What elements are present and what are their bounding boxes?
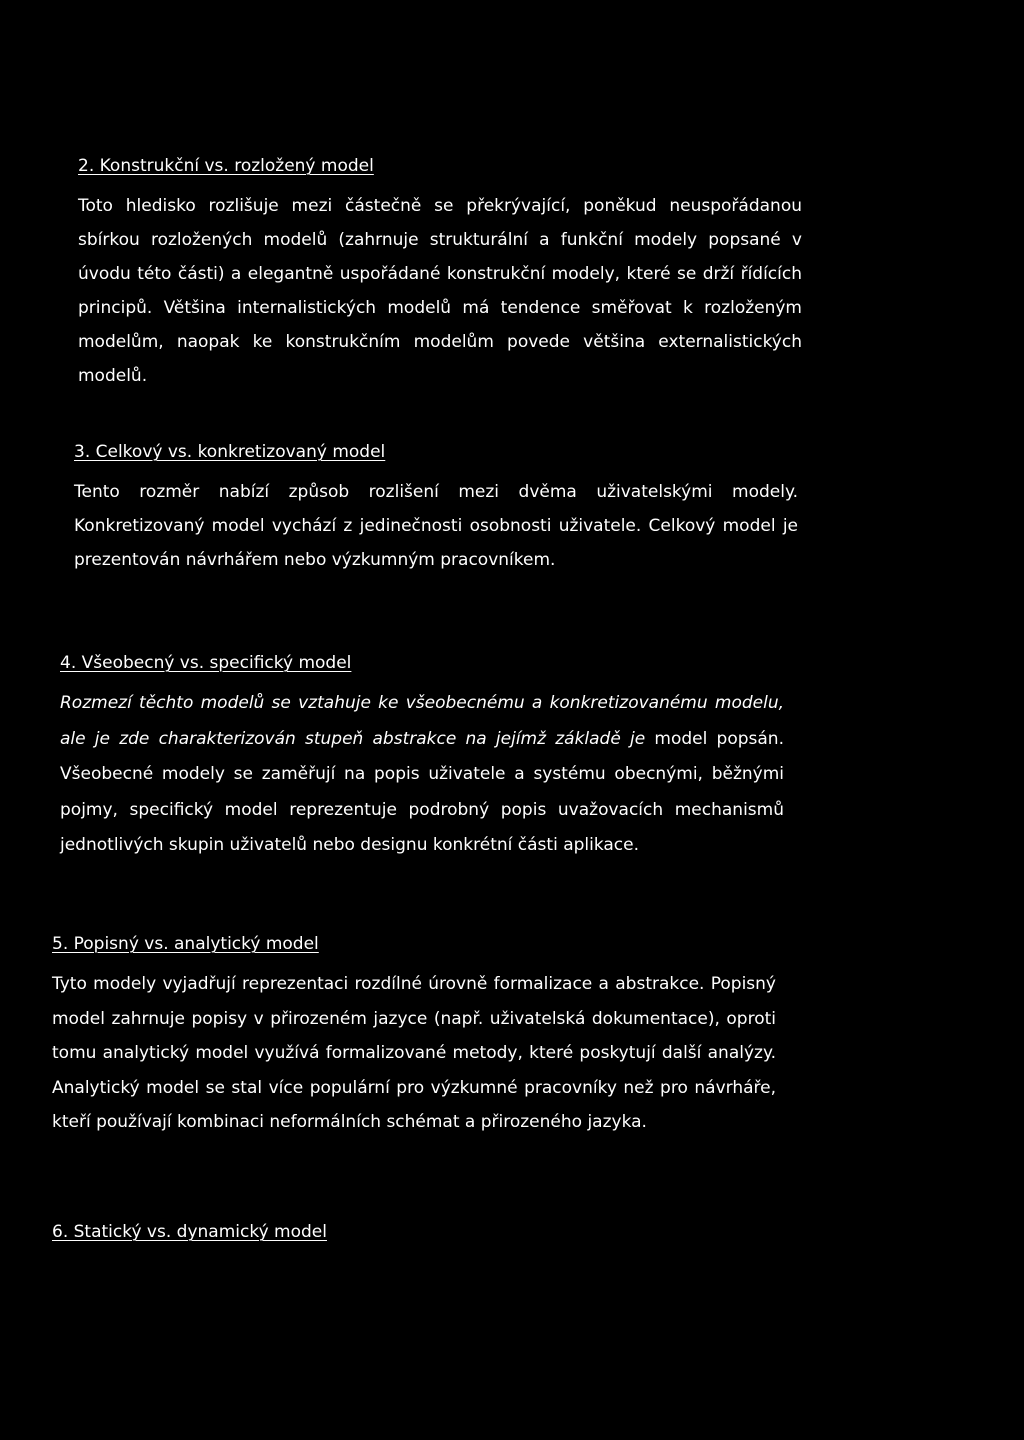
section-paragraph: Tyto modely vyjadřují reprezentaci rozdílné úrovně formalizace a abstrakce. Popisný model zahrnuje popisy v přirozeném jazyce (např. uživatelská dokumentace), oproti tomu analytický model využívá formalizované metody, které poskytují další analýzy. Analytický model se stal více populární pro výzkumné pracovníky než pro návrháře, kteří používají kombinaci neformálních schémat a přirozeného jazyka. <box>52 974 776 1133</box>
section-paragraph <box>60 686 784 864</box>
section-heading: 3. Celkový vs. konkretizovaný model <box>74 442 386 462</box>
section-paragraph: Tento rozměr nabízí způsob rozlišení mezi dvěma uživatelskými modely. Konkretizovaný model vychází z jedinečnosti osobnosti uživatele. Celkový model je prezentován návrhářem nebo výzkumným pracovníkem. <box>74 482 798 570</box>
section-heading: 2. Konstrukční vs. rozložený model <box>78 156 374 176</box>
section-heading: 6. Statický vs. dynamický model <box>52 1222 327 1242</box>
regular-text: model popsán. Všeobecné modely se zaměřují na popis uživatele a systému obecnými, běžnými pojmy, specifický model reprezentuje podrobný popis uvažovacích mechanismů jednotlivých skupin uživatelů nebo designu konkrétní části aplikace. <box>60 728 784 855</box>
section-paragraph: Toto hledisko rozlišuje mezi částečně se překrývající, poněkud neuspořádanou sbírkou rozložených modelů (zahrnuje strukturální a funkční modely popsané v úvodu této části) a elegantně uspořádané konstrukční modely, které se drží řídících principů. Většina internalistických modelů má tendence směřovat k rozloženým modelům, naopak ke konstrukčním modelům povede většina externalistických modelů. <box>78 196 802 386</box>
section-3 <box>74 441 798 577</box>
italic-text: Rozmezí těchto modelů se vztahuje ke všeobecnému a konkretizovanému modelu, ale je zde charakterizován stupeň abstrakce na jejímž základě je <box>60 693 784 749</box>
section-2 <box>78 155 802 393</box>
section-4 <box>60 652 784 864</box>
section-heading: 4. Všeobecný vs. specifický model <box>60 653 352 673</box>
section-6 <box>52 1221 776 1243</box>
section-heading: 5. Popisný vs. analytický model <box>52 934 319 954</box>
section-5 <box>52 933 776 1140</box>
